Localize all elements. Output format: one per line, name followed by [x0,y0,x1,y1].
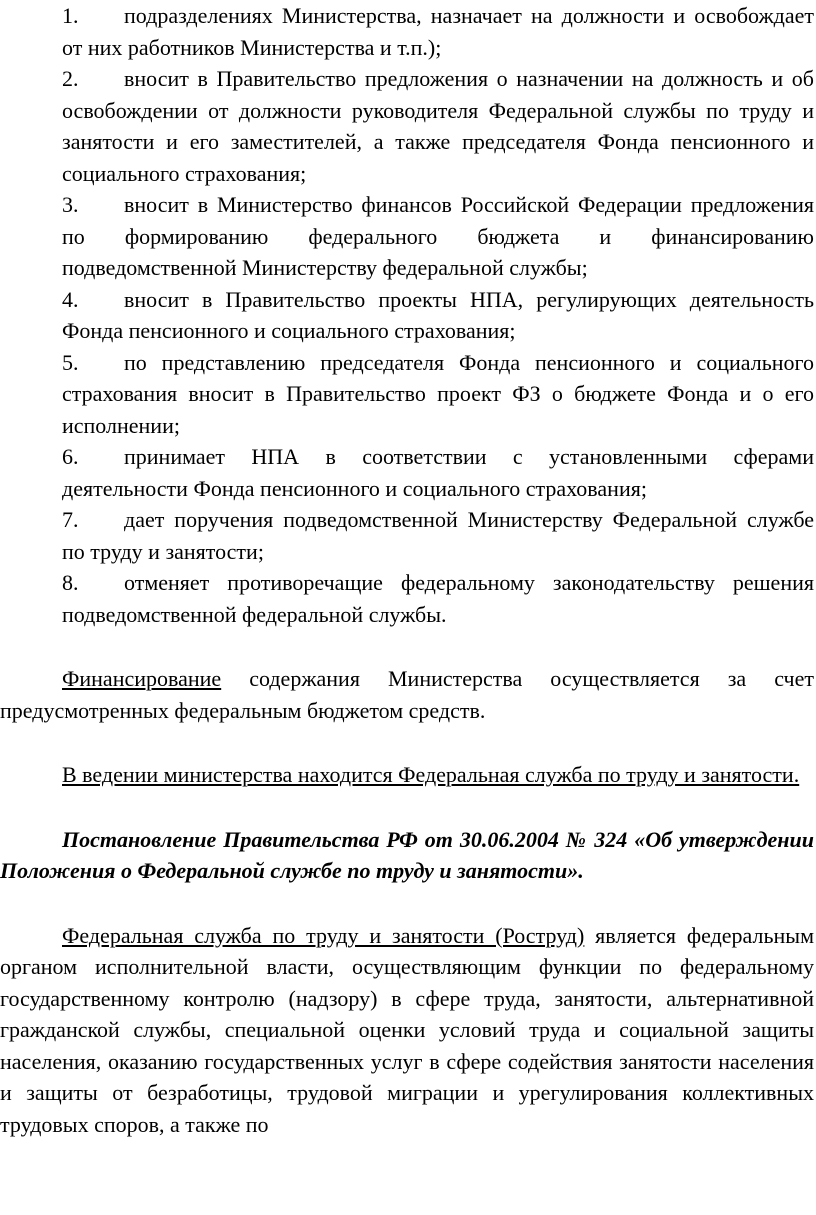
decree-heading [0,824,816,887]
list-item [62,347,814,442]
list-text: по представлению председателя Фонда пенсионного и социального страхования вносит в Правительство проект ФЗ о бюджете Фонда и о его исполнении; [62,349,814,438]
subordinate-text: В ведении министерства находится Федеральная служба по труду и занятости. [62,762,800,787]
list-number: 2. [62,66,79,91]
list-number: 5. [62,349,79,375]
rostrud-text: является федеральным органом исполнительной власти, осуществляющим функции по федеральному государственному контролю (надзору) в сфере труда, занятости, альтернативной гражданской службы, специальной оценки условий труда и социальной защиты населения, оказанию государственных услуг в сфере содействия занятости населения и защиты от безработицы, трудовой миграции и урегулирования коллективных трудовых споров, а также по [0,922,814,1137]
list-number: 6. [62,444,79,469]
decree-text: Постановление Правительства РФ от 30.06.2004 № 324 «Об утверждении Положения о Федеральной службе по труду и занятости». [0,826,814,883]
list-text: вносит в Министерство финансов Российской Федерации предложения по формированию федерального бюджета и финансированию подведомственной Министерству федеральной службы; [62,192,814,280]
list-number: 7. [62,507,79,532]
list-item [62,189,814,284]
list-text: принимает НПА в соответствии с установленными сферами деятельности Фонда пенсионного и социального страхования; [62,444,814,501]
list-number: 8. [62,570,79,595]
rostrud-lead: Федеральная служба по труду и занятости (Роструд) [62,922,585,948]
list-text: подразделениях Министерства, назначает на должности и освобождает от них работников Министерства и т.п.); [62,3,814,60]
list-number: 1. [62,3,79,28]
list-item [62,504,814,567]
financing-text: содержания Министерства осуществляется за счет предусмотренных федеральным бюджетом средств. [0,666,814,723]
list-item [62,63,814,189]
list-number: 4. [62,286,79,312]
list-text: вносит в Правительство предложения о назначении на должность и об освобождении от должности руководителя Федеральной службы по труду и занятости и его заместителей, а также председателя Фонда пенсионного и социального страхования; [62,66,814,186]
financing-lead: Финансирование [62,666,222,691]
financing-paragraph [0,663,816,726]
list-number: 3. [62,192,79,217]
rostrud-paragraph [0,920,816,1141]
list-text: отменяет противоречащие федеральному законодательству решения подведомственной федеральной службы. [62,570,814,627]
list-item [62,441,814,504]
list-item [62,567,814,630]
list-text: дает поручения подведомственной Министерству Федеральной службе по труду и занятости; [62,507,814,564]
subordinate-paragraph [0,759,816,791]
list-text: вносит в Правительство проекты НПА, регулирующих деятельность Фонда пенсионного и социального страхования; [62,286,814,343]
list-item [0,0,814,63]
list-item [62,284,814,347]
